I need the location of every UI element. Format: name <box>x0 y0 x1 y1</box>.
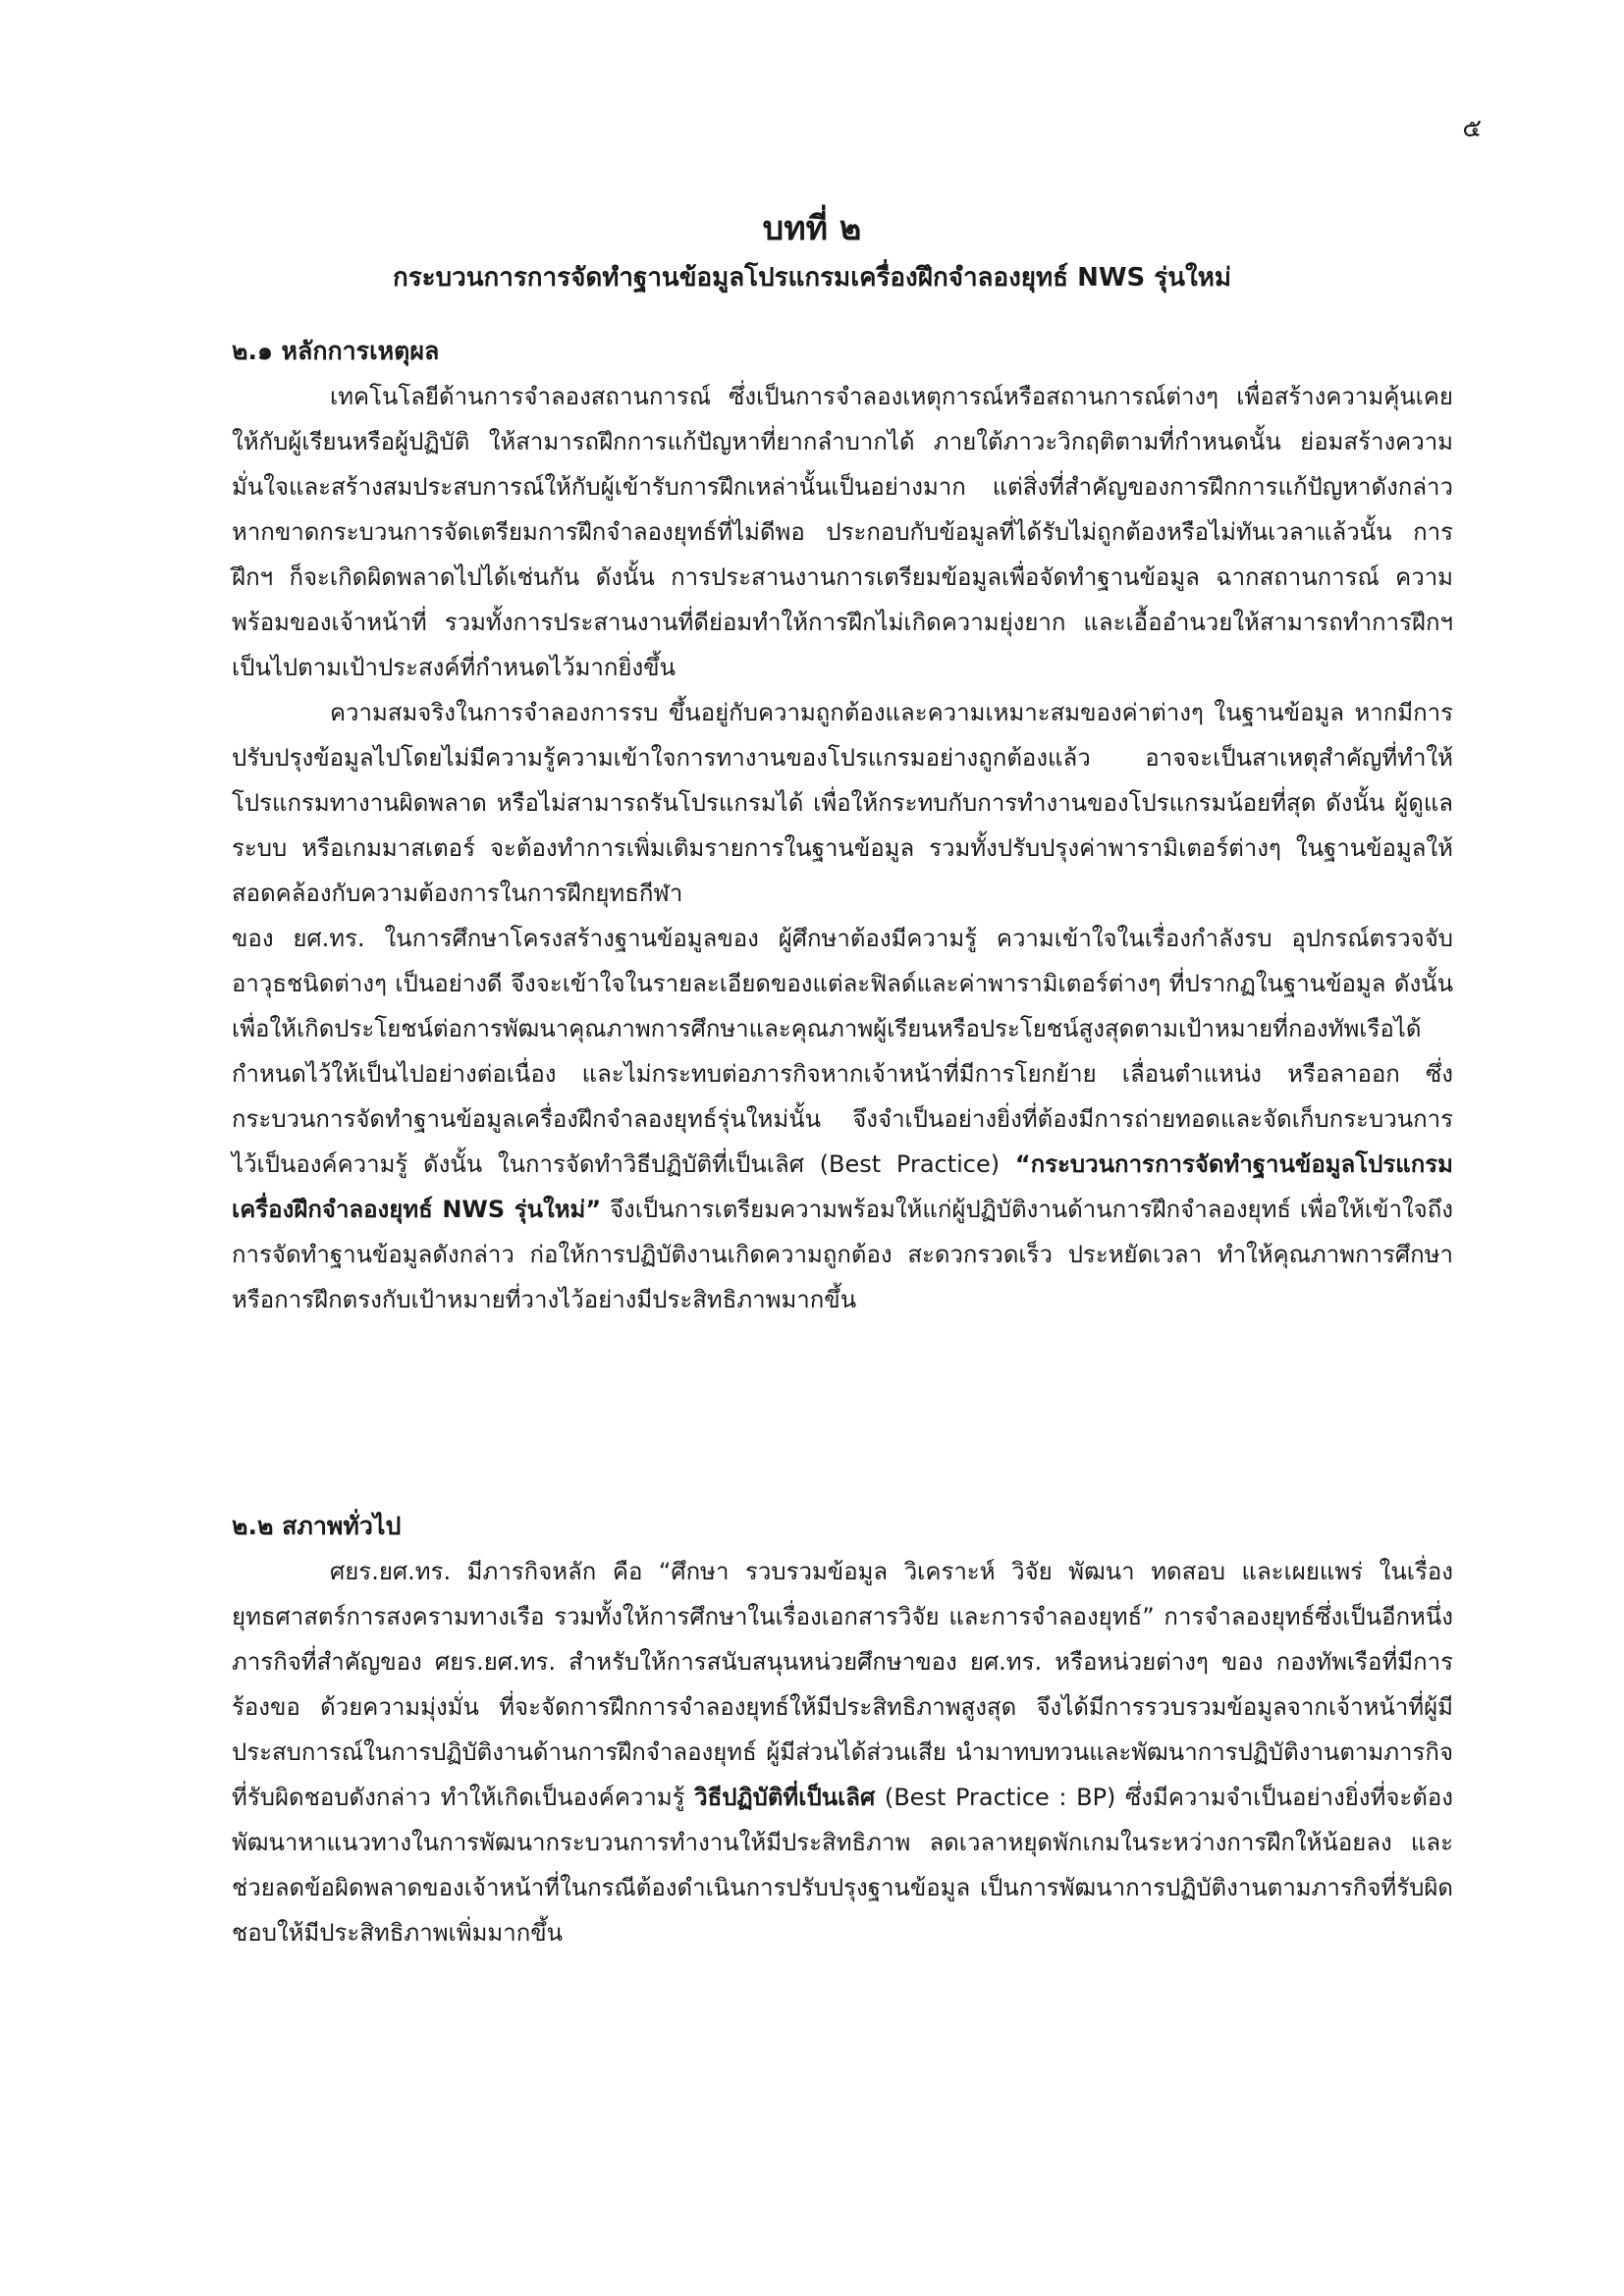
emphasized-term: วิธีปฏิบัติที่เป็นเลิศ <box>694 1784 876 1811</box>
chapter-subtitle: กระบวนการการจัดทำฐานข้อมูลโปรแกรมเครื่องฝึกจำลองยุทธ์ NWS รุ่นใหม่ <box>392 263 1232 293</box>
paragraph <box>232 916 1453 1322</box>
chapter-title: บทที่ ๒ <box>762 209 862 248</box>
paragraph-text: ศยร.ยศ.ทร. มีภารกิจหลัก คือ “ศึกษา รวบรวมข้อมูล วิเคราะห์ วิจัย พัฒนา ทดสอบ และเผยแพร่ ในเรื่องยุทธศาสตร์การสงครามทางเรือ รวมทั้งให้การศึกษาในเรื่องเอกสารวิจัย และการจำลองยุทธ์” การจำลองยุทธ์ซึ่งเป็นอีกหนึ่งภารกิจที่สำคัญของ ศยร.ยศ.ทร. สำหรับให้การสนับสนุนหน่วยศึกษาของ ยศ.ทร. หรือหน่วยต่างๆ ของ กองทัพเรือที่มีการร้องขอ ด้วยความมุ่งมั่น ที่จะจัดการฝึกการจำลองยุทธ์ให้มีประสิทธิภาพสูงสุด จึงได้มีการรวบรวมข้อมูลจากเจ้าหน้าที่ผู้มีประสบการณ์ในการปฏิบัติงานด้านการฝึกจำลองยุทธ์ ผู้มีส่วนได้ส่วนเสีย นำมาทบทวนและพัฒนาการปฏิบัติงานตามภารกิจที่รับผิดชอบดังกล่าว ทำให้เกิดเป็นองค์ความรู้ <box>232 1558 1453 1811</box>
paragraph: ความสมจริงในการจำลองการรบ ขึ้นอยู่กับความถูกต้องและความเหมาะสมของค่าต่างๆ ในฐานข้อมูล หากมีการปรับปรุงข้อมูลไปโดยไม่มีความรู้ความเข้าใจการทางานของโปรแกรมอย่างถูกต้องแล้ว อาจจะเป็นสาเหตุสำคัญที่ทำให้โปรแกรมทางานผิดพลาด หรือไม่สามารถรันโปรแกรมได้ เพื่อให้กระทบกับการทำงานของโปรแกรมน้อยที่สุด ดังนั้น ผู้ดูแลระบบ หรือเกมมาสเตอร์ จะต้องทำการเพิ่มเติมรายการในฐานข้อมูล รวมทั้งปรับปรุงค่าพารามิเตอร์ต่างๆ ในฐานข้อมูลให้สอดคล้องกับความต้องการในการฝึกยุทธกีฬา <box>232 699 1453 907</box>
section-general-condition <box>232 1504 1453 1955</box>
paragraph: เทคโนโลยีด้านการจำลองสถานการณ์ ซึ่งเป็นการจำลองเหตุการณ์หรือสถานการณ์ต่างๆ เพื่อสร้างความคุ้นเคยให้กับผู้เรียนหรือผู้ปฏิบัติ ให้สามารถฝึกการแก้ปัญหาที่ยากลำบากได้ ภายใต้ภาวะวิกฤติตามที่กำหนดนั้น ย่อมสร้างความมั่นใจและสร้างสมประสบการณ์ให้กับผู้เข้ารับการฝึกเหล่านั้นเป็นอย่างมาก แต่สิ่งที่สำคัญของการฝึกการแก้ปัญหาดังกล่าวหากขาดกระบวนการจัดเตรียมการฝึกจำลองยุทธ์ที่ไม่ดีพอ ประกอบกับข้อมูลที่ได้รับไม่ถูกต้องหรือไม่ทันเวลาแล้วนั้น การฝึกฯ ก็จะเกิดผิดพลาดไปได้เช่นกัน ดังนั้น การประสานงานการเตรียมข้อมูลเพื่อจัดทำฐานข้อมูล ฉากสถานการณ์ ความพร้อมของเจ้าหน้าที่ รวมทั้งการประสานงานที่ดีย่อมทำให้การฝึกไม่เกิดความยุ่งยาก และเอื้ออำนวยให้สามารถทำการฝึกฯ เป็นไปตามเป้าประสงค์ที่กำหนดไว้มากยิ่งขึ้น <box>232 383 1453 681</box>
paragraph <box>232 1549 1453 1955</box>
paragraph-text: (Best Practice : BP) ซึ่งมีความจำเป็นอย่างยิ่งที่จะต้องพัฒนาหาแนวทางในการพัฒนากระบวนการทำงานให้มีประสิทธิภาพ ลดเวลาหยุดพักเกมในระหว่างการฝึกให้น้อยลง และช่วยลดข้อผิดพลาดของเจ้าหน้าที่ในกรณีต้องดำเนินการปรับปรุงฐานข้อมูล เป็นการพัฒนาการปฏิบัติงานตามภารกิจที่รับผิดชอบให้มีประสิทธิภาพเพิ่มมากขึ้น <box>232 1784 1453 1947</box>
page-number: ๕ <box>1462 114 1483 143</box>
paragraph-text: ของ ยศ.ทร. ในการศึกษาโครงสร้างฐานข้อมูลของ ผู้ศึกษาต้องมีความรู้ ความเข้าใจในเรื่องกำลังรบ อุปกรณ์ตรวจจับ อาวุธชนิดต่างๆ เป็นอย่างดี จึงจะเข้าใจในรายละเอียดของแต่ละฟิลด์และค่าพารามิเตอร์ต่างๆ ที่ปรากฏในฐานข้อมูล ดังนั้น เพื่อให้เกิดประโยชน์ต่อการพัฒนาคุณภาพการศึกษาและคุณภาพผู้เรียนหรือประโยชน์สูงสุดตามเป้าหมายที่กองทัพเรือได้กำหนดไว้ให้เป็นไปอย่างต่อเนื่อง และไม่กระทบต่อภารกิจหากเจ้าหน้าที่มีการโยกย้าย เลื่อนตำแหน่ง หรือลาออก ซึ่งกระบวนการจัดทำฐานข้อมูลเครื่องฝึกจำลองยุทธ์รุ่นใหม่นั้น จึงจำเป็นอย่างยิ่งที่ต้องมีการถ่ายทอดและจัดเก็บกระบวนการไว้เป็นองค์ความรู้ ดังนั้น ในการจัดทำวิธีปฏิบัติที่เป็นเลิศ (Best Practice) <box>232 925 1453 1178</box>
paragraph-text: จึงเป็นการเตรียมความพร้อมให้แก่ผู้ปฏิบัติงานด้านการฝึกจำลองยุทธ์ เพื่อให้เข้าใจถึงการจัดทำฐานข้อมูลดังกล่าว ก่อให้การปฏิบัติงานเกิดความถูกต้อง สะดวกรวดเร็ว ประหยัดเวลา ทำให้คุณภาพการศึกษาหรือการฝึกตรงกับเป้าหมายที่วางไว้อย่างมีประสิทธิภาพมากขึ้น <box>232 1196 1453 1313</box>
section-heading: ๒.๑ หลักการเหตุผล <box>232 337 440 365</box>
emphasized-title: “กระบวนการการจัดทำฐานข้อมูลโปรแกรมเครื่องฝึกจำลองยุทธ์ NWS รุ่นใหม่” <box>232 1150 1453 1223</box>
section-rationale <box>232 329 1453 1322</box>
section-heading: ๒.๒ สภาพทั่วไป <box>232 1512 402 1540</box>
